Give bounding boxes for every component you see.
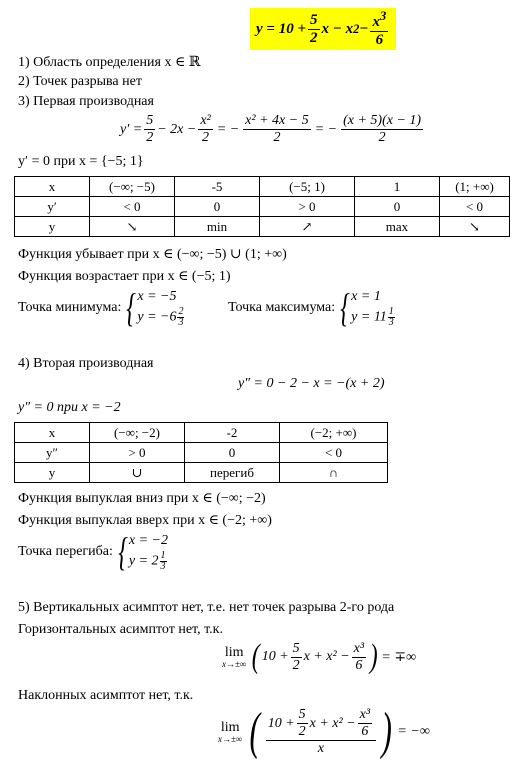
minimum-point: Точка минимума: { x = −5 y = −6 $\frac{2}{3}$: [18, 285, 184, 330]
section-first-derivative: 3) Первая производная: [18, 94, 154, 109]
increasing-interval: Функция возрастает при x ∈ (−5; 1): [18, 269, 231, 284]
first-derivative-zeros: y′ = 0 при x = {−5; 1}: [18, 154, 144, 169]
limit-oblique: lim x→±∞ ( 10 + $\frac{5}{2}$ x + x² − $\frac{\text{x³}}{6}$ x ) = −∞: [218, 703, 430, 760]
section-second-derivative: 4) Вторая производная: [18, 356, 154, 371]
table-row: y ∪ перегиб ∩: [15, 463, 388, 483]
table-row: y ↘ min ↗ max ↘: [15, 217, 510, 237]
second-derivative-zeros: y″ = 0 при x = −2: [18, 400, 121, 415]
function-title: y = 10 + $\frac{5}{2}$ x − x 2 − $\frac{x^3}{6}$: [250, 8, 396, 50]
convexity-table: [14, 422, 388, 483]
section-domain: 1) Область определения x ∈ ℝ: [18, 55, 201, 70]
table-row: y″ > 0 0 < 0: [15, 443, 388, 463]
section-discontinuity: 2) Точек разрыва нет: [18, 74, 142, 89]
second-derivative-formula: y″ = 0 − 2 − x = −(x + 2): [238, 376, 385, 391]
convex-up-interval: Функция выпуклая вверх при x ∈ (−2; +∞): [18, 513, 272, 528]
table-row: x (−∞; −5) -5 (−5; 1) 1 (1; +∞): [15, 177, 510, 197]
first-derivative-formula: y′ = $\frac{5}{2}$ − 2x − $\frac{\text{x²}}{2}$ = − $\frac{\text{x² + 4x − 5}}{2}$ = − $\frac{(x + 5)(x - 1)}{2}$: [120, 113, 422, 145]
convex-down-interval: Функция выпуклая вниз при x ∈ (−∞; −2): [18, 491, 266, 506]
monotonicity-table: [14, 176, 510, 237]
decreasing-interval: Функция убывает при x ∈ (−∞; −5) ∪ (1; +∞): [18, 247, 287, 262]
inflection-point: Точка перегиба: { x = −2 y = 2 $\frac{1}{3}$: [18, 529, 168, 574]
table-row: x (−∞; −2) -2 (−2; +∞): [15, 423, 388, 443]
limit-horizontal: lim x→±∞ ( 10 + $\frac{5}{2}$ x + x² − $\frac{\text{x³}}{6}$ ) = ∓∞: [222, 638, 417, 675]
table-row: y′ < 0 0 > 0 0 < 0: [15, 197, 510, 217]
oblique-asymptotes: Наклонных асимптот нет, т.к.: [18, 688, 194, 703]
section-asymptotes: 5) Вертикальных асимптот нет, т.е. нет точек разрыва 2-го рода: [18, 600, 395, 615]
maximum-point: Точка максимума: { x = 1 y = 11 $\frac{1}{3}$: [228, 285, 394, 330]
horizontal-asymptotes: Горизонтальных асимптот нет, т.к.: [18, 622, 223, 637]
